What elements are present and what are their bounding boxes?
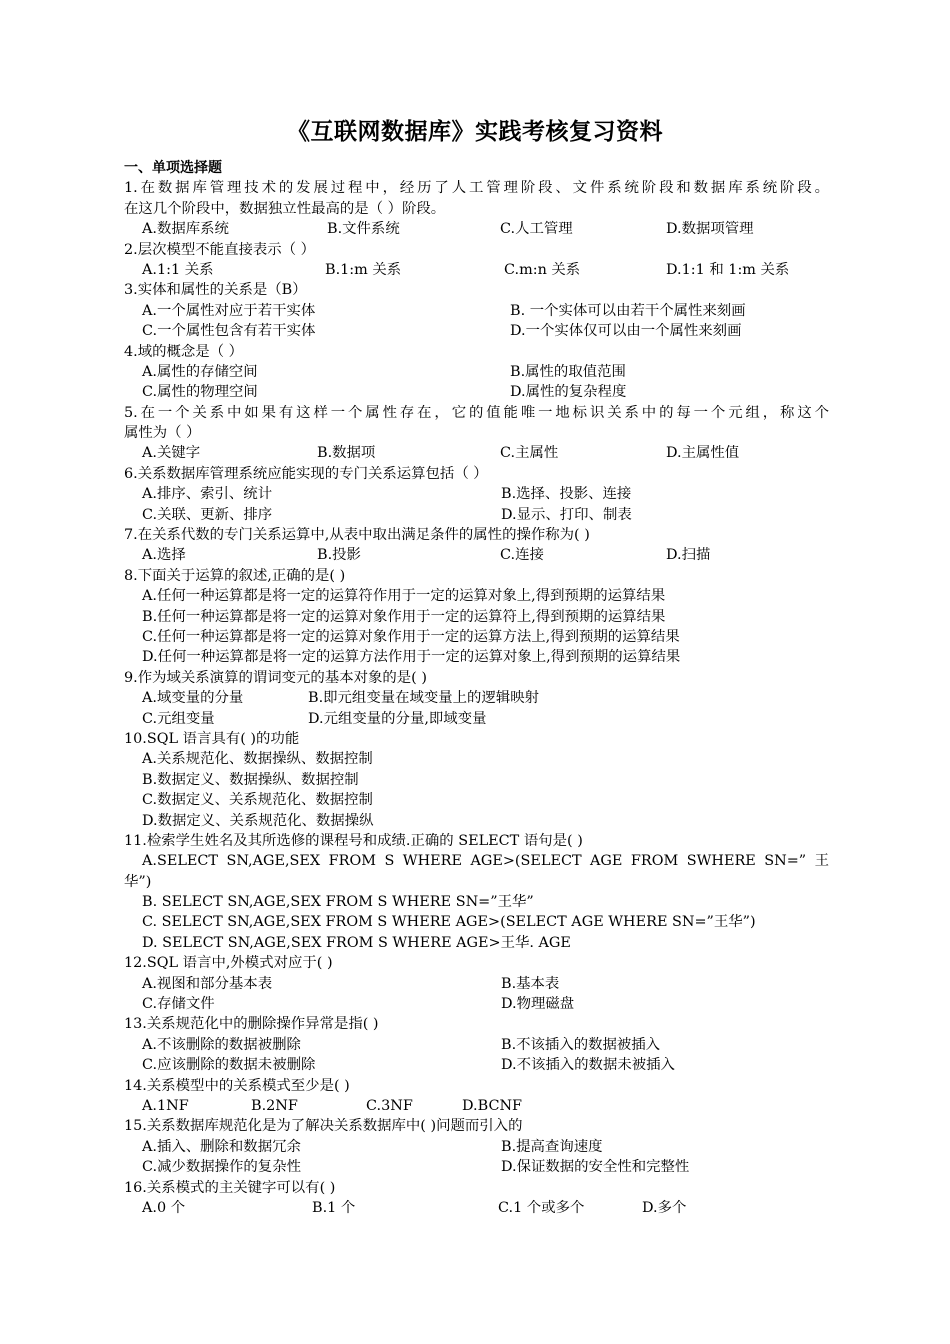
option-c: C.人工管理 — [500, 221, 573, 238]
option-a: A.数据库系统 — [142, 221, 229, 238]
option-d: D. SELECT SN,AGE,SEX FROM S WHERE AGE>王华. AGE — [142, 934, 571, 951]
option-d: D.物理磁盘 — [501, 996, 575, 1013]
option-a: A.插入、删除和数据冗余 — [142, 1138, 301, 1155]
option-c: C.属性的物理空间 — [142, 384, 258, 401]
option-d: D.BCNF — [462, 1097, 523, 1114]
option-c: C.1 个或多个 — [498, 1199, 585, 1216]
option-row — [124, 1157, 829, 1177]
option-b: B.文件系统 — [327, 221, 400, 238]
option-a: A.一个属性对应于若干实体 — [142, 302, 316, 319]
question-stem: 1.在数据库管理技术的发展过程中，经历了人工管理阶段、文件系统阶段和数据库系统阶段。 — [124, 180, 829, 197]
option-a: A.排序、索引、统计 — [142, 486, 273, 503]
option-b: B.投影 — [317, 547, 361, 564]
question-stem: 8.下面关于运算的叙述,正确的是( ) — [124, 567, 346, 584]
question-stem: 15.关系数据库规范化是为了解决关系数据库中( )问题而引入的 — [124, 1118, 523, 1135]
option-a: A.0 个 — [142, 1199, 186, 1216]
option-d: D.主属性值 — [666, 445, 740, 462]
question-stem: 13.关系规范化中的删除操作异常是指( ) — [124, 1016, 379, 1033]
document-title: 《互联网数据库》实践考核复习资料 — [287, 119, 663, 145]
option-b: B.即元组变量在域变量上的逻辑映射 — [308, 690, 540, 707]
question-stem: 14.关系模型中的关系模式至少是( ) — [124, 1077, 350, 1094]
option-b: B.数据项 — [317, 445, 376, 462]
question-stem: 属性为（ ） — [124, 425, 201, 442]
option-c: C.任何一种运算都是将一定的运算对象作用于一定的运算方法上,得到预期的运算结果 — [142, 628, 680, 645]
option-a: A.属性的存储空间 — [142, 363, 258, 380]
question-stem: 11.检索学生姓名及其所选修的课程号和成绩.正确的 SELECT 语句是( ) — [124, 832, 583, 849]
section-heading: 一、单项选择题 — [124, 160, 222, 176]
option-c: C.减少数据操作的复杂性 — [142, 1159, 301, 1176]
option-row — [124, 974, 829, 994]
option-c: C.元组变量 — [142, 710, 215, 727]
option-d: D.数据项管理 — [666, 221, 754, 238]
option-c: C.主属性 — [500, 445, 559, 462]
option-a: A.SELECT SN,AGE,SEX FROM S WHERE AGE>(SELECT AGE FROM SWHERE SN=” 王 — [142, 853, 829, 870]
option-row — [124, 321, 829, 341]
option-row — [124, 301, 829, 321]
option-a: A.视图和部分基本表 — [142, 975, 273, 992]
option-d: D.1:1 和 1:m 关系 — [666, 261, 790, 278]
question-stem: 4.域的概念是（ ） — [124, 343, 244, 360]
option-d: D.不该插入的数据未被插入 — [501, 1057, 675, 1074]
option-b: B.任何一种运算都是将一定的运算对象作用于一定的运算符上,得到预期的运算结果 — [142, 608, 666, 625]
option-row — [124, 545, 829, 565]
option-a: A.1:1 关系 — [142, 261, 214, 278]
option-c: C.m:n 关系 — [504, 261, 581, 278]
option-a-continued: 华”) — [124, 873, 152, 890]
option-d: D.保证数据的安全性和完整性 — [501, 1159, 690, 1176]
question-stem: 12.SQL 语言中,外模式对应于( ) — [124, 955, 333, 972]
option-d: D.显示、打印、制表 — [501, 506, 632, 523]
option-b: B. 一个实体可以由若干个属性来刻画 — [510, 302, 746, 319]
option-row — [124, 484, 829, 504]
option-b: B.数据定义、数据操纵、数据控制 — [142, 771, 359, 788]
option-c: C.一个属性包含有若干实体 — [142, 323, 316, 340]
question-stem: 6.关系数据库管理系统应能实现的专门关系运算包括（ ） — [124, 465, 488, 482]
option-a: A.任何一种运算都是将一定的运算符作用于一定的运算对象上,得到预期的运算结果 — [142, 588, 666, 605]
option-row — [124, 1035, 829, 1055]
option-c: C.存储文件 — [142, 996, 215, 1013]
question-stem: 2.层次模型不能直接表示（ ） — [124, 241, 315, 258]
option-row — [124, 1096, 829, 1116]
option-row — [124, 382, 829, 402]
option-d: D.元组变量的分量,即域变量 — [308, 710, 487, 727]
question-stem: 10.SQL 语言具有( )的功能 — [124, 730, 300, 747]
question-list — [124, 158, 829, 1218]
option-d: D.属性的复杂程度 — [510, 384, 627, 401]
option-row — [124, 1055, 829, 1075]
option-a: A.关系规范化、数据操纵、数据控制 — [142, 751, 373, 768]
option-row — [124, 994, 829, 1014]
option-d: D.任何一种运算都是将一定的运算方法作用于一定的运算对象上,得到预期的运算结果 — [142, 649, 681, 666]
option-row — [124, 260, 829, 280]
option-row — [124, 219, 829, 239]
option-row — [124, 1198, 829, 1218]
option-b: B.不该插入的数据被插入 — [501, 1036, 661, 1053]
option-b: B.提高查询速度 — [501, 1138, 603, 1155]
option-c: C.连接 — [500, 547, 544, 564]
question-stem: 5.在一个关系中如果有这样一个属性存在，它的值能唯一地标识关系中的每一个元组，称这个 — [124, 404, 829, 421]
option-row — [124, 688, 829, 708]
option-row — [124, 709, 829, 729]
option-c: C.数据定义、关系规范化、数据控制 — [142, 792, 373, 809]
option-c: C.应该删除的数据未被删除 — [142, 1057, 316, 1074]
question-stem: 3.实体和属性的关系是（B） — [124, 282, 307, 299]
option-b: B.1 个 — [312, 1199, 356, 1216]
option-b: B.基本表 — [501, 975, 560, 992]
option-c: C. SELECT SN,AGE,SEX FROM S WHERE AGE>(SELECT AGE WHERE SN=”王华”) — [142, 914, 756, 931]
option-d: D.一个实体仅可以由一个属性来刻画 — [510, 323, 742, 340]
option-a: A.关键字 — [142, 445, 201, 462]
option-b: B. SELECT SN,AGE,SEX FROM S WHERE SN=”王华” — [142, 894, 534, 911]
option-a: A.1NF — [142, 1097, 189, 1114]
option-row — [124, 505, 829, 525]
option-a: A.域变量的分量 — [142, 690, 244, 707]
option-d: D.多个 — [642, 1199, 687, 1216]
option-b: B.属性的取值范围 — [510, 363, 626, 380]
option-c: C.3NF — [366, 1097, 413, 1114]
question-stem: 9.作为域关系演算的谓词变元的基本对象的是( ) — [124, 669, 427, 686]
question-stem: 7.在关系代数的专门关系运算中,从表中取出满足条件的属性的操作称为( ) — [124, 527, 590, 544]
option-row — [124, 1137, 829, 1157]
option-a: A.不该删除的数据被删除 — [142, 1036, 301, 1053]
option-b: B.2NF — [251, 1097, 298, 1114]
option-a: A.选择 — [142, 547, 186, 564]
option-d: D.扫描 — [666, 547, 711, 564]
question-stem: 16.关系模式的主关键字可以有( ) — [124, 1179, 336, 1196]
option-row — [124, 362, 829, 382]
option-row — [124, 443, 829, 463]
question-stem: 在这几个阶段中，数据独立性最高的是（ ）阶段。 — [124, 200, 446, 217]
option-c: C.关联、更新、排序 — [142, 506, 273, 523]
option-b: B.选择、投影、连接 — [501, 486, 632, 503]
option-d: D.数据定义、关系规范化、数据操纵 — [142, 812, 374, 829]
option-b: B.1:m 关系 — [325, 261, 402, 278]
